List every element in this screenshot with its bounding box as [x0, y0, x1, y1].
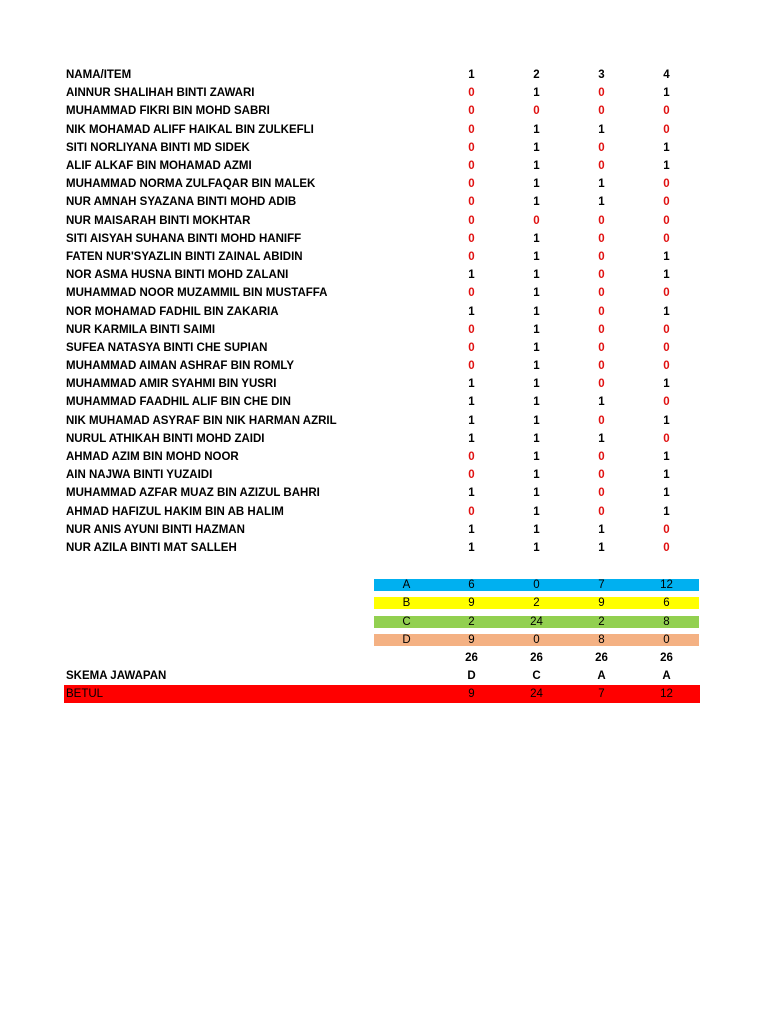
student-list [64, 84, 700, 557]
score-cell: 0 [663, 432, 670, 445]
option-count: 6 [439, 579, 504, 591]
score-cell: 0 [598, 360, 605, 373]
score-cell: 1 [533, 505, 540, 518]
score-cell: 0 [663, 287, 670, 300]
student-row [64, 193, 700, 211]
score-cell: 1 [533, 523, 540, 536]
score-cell: 1 [533, 178, 540, 191]
score-cell: 0 [598, 469, 605, 482]
score-cell: 1 [663, 141, 670, 154]
option-label: D [374, 634, 439, 646]
student-name: NUR AZILA BINTI MAT SALLEH [66, 541, 237, 554]
score-cell: 0 [598, 87, 605, 100]
header-item: 4 [663, 69, 670, 82]
option-count: 6 [634, 597, 699, 609]
skema-answer: A [597, 670, 606, 683]
student-name: NUR ANIS AYUNI BINTI HAZMAN [66, 523, 245, 536]
betul-count: 24 [530, 688, 543, 701]
score-cell: 1 [598, 196, 605, 209]
score-cell: 0 [598, 287, 605, 300]
score-cell: 0 [468, 141, 475, 154]
header-item: 2 [533, 69, 540, 82]
betul-row [64, 685, 700, 703]
student-name: NOR ASMA HUSNA BINTI MOHD ZALANI [66, 269, 289, 282]
option-count: 7 [569, 579, 634, 591]
score-cell: 0 [468, 123, 475, 136]
student-name: FATEN NUR'SYAZLIN BINTI ZAINAL ABIDIN [66, 250, 303, 263]
student-row [64, 466, 700, 484]
score-cell: 0 [468, 360, 475, 373]
student-row [64, 375, 700, 393]
score-cell: 1 [663, 305, 670, 318]
score-cell: 0 [533, 214, 540, 227]
score-cell: 1 [663, 451, 670, 464]
student-name: AHMAD AZIM BIN MOHD NOOR [66, 451, 239, 464]
score-cell: 0 [468, 87, 475, 100]
option-label: A [374, 579, 439, 591]
betul-label: BETUL [66, 688, 104, 701]
score-cell: 1 [533, 396, 540, 409]
option-count: 2 [439, 616, 504, 628]
student-row [64, 248, 700, 266]
score-cell: 0 [663, 541, 670, 554]
score-cell: 1 [468, 541, 475, 554]
score-cell: 1 [533, 323, 540, 336]
score-cell: 1 [663, 87, 670, 100]
student-row [64, 484, 700, 502]
score-cell: 0 [468, 214, 475, 227]
score-cell: 1 [663, 269, 670, 282]
score-cell: 0 [468, 196, 475, 209]
score-cell: 1 [663, 469, 670, 482]
student-name: MUHAMMAD FIKRI BIN MOHD SABRI [66, 105, 270, 118]
score-cell: 0 [533, 105, 540, 118]
totals-row [64, 649, 700, 667]
skema-label: SKEMA JAWAPAN [66, 670, 167, 683]
student-row [64, 430, 700, 448]
score-cell: 0 [468, 250, 475, 263]
score-cell: 0 [468, 160, 475, 173]
score-cell: 0 [598, 214, 605, 227]
score-sheet [64, 66, 700, 703]
header-name: NAMA/ITEM [66, 69, 132, 82]
score-cell: 1 [598, 541, 605, 554]
score-cell: 0 [663, 105, 670, 118]
score-cell: 1 [468, 487, 475, 500]
score-cell: 0 [468, 451, 475, 464]
score-cell: 1 [533, 123, 540, 136]
score-cell: 1 [598, 432, 605, 445]
student-name: MUHAMMAD NOOR MUZAMMIL BIN MUSTAFFA [66, 287, 328, 300]
summary-row-d [64, 631, 700, 649]
student-row [64, 412, 700, 430]
student-row [64, 521, 700, 539]
score-cell: 0 [468, 323, 475, 336]
score-cell: 0 [598, 250, 605, 263]
student-row [64, 284, 700, 302]
total-cell: 26 [465, 651, 478, 664]
student-row [64, 266, 700, 284]
student-name: MUHAMMAD FAADHIL ALIF BIN CHE DIN [66, 396, 291, 409]
option-count: 2 [569, 616, 634, 628]
score-cell: 0 [663, 196, 670, 209]
student-name: NIK MOHAMAD ALIFF HAIKAL BIN ZULKEFLI [66, 123, 314, 136]
student-row [64, 339, 700, 357]
score-cell: 1 [663, 378, 670, 391]
option-count: 0 [504, 579, 569, 591]
score-cell: 0 [598, 269, 605, 282]
option-count: 8 [634, 616, 699, 628]
score-cell: 1 [533, 432, 540, 445]
student-name: NURUL ATHIKAH BINTI MOHD ZAIDI [66, 432, 265, 445]
score-cell: 0 [598, 160, 605, 173]
score-cell: 0 [663, 341, 670, 354]
score-cell: 1 [533, 287, 540, 300]
total-cell: 26 [530, 651, 543, 664]
score-cell: 0 [468, 287, 475, 300]
student-name: ALIF ALKAF BIN MOHAMAD AZMI [66, 160, 252, 173]
score-cell: 1 [598, 523, 605, 536]
summary-row-c [64, 612, 700, 630]
score-cell: 0 [663, 214, 670, 227]
score-cell: 0 [468, 341, 475, 354]
score-cell: 1 [533, 378, 540, 391]
score-cell: 1 [533, 487, 540, 500]
score-cell: 0 [663, 396, 670, 409]
student-row [64, 503, 700, 521]
student-name: SITI NORLIYANA BINTI MD SIDEK [66, 141, 250, 154]
skema-answer: A [662, 670, 671, 683]
spacer [64, 557, 700, 576]
option-count: 8 [569, 634, 634, 646]
score-cell: 0 [663, 178, 670, 191]
student-row [64, 230, 700, 248]
betul-count: 9 [468, 688, 475, 701]
score-cell: 1 [468, 523, 475, 536]
total-cell: 26 [660, 651, 673, 664]
option-count: 9 [439, 597, 504, 609]
score-cell: 0 [598, 378, 605, 391]
option-label: B [374, 597, 439, 609]
student-name: NUR AMNAH SYAZANA BINTI MOHD ADIB [66, 196, 297, 209]
score-cell: 1 [468, 305, 475, 318]
score-cell: 1 [663, 414, 670, 427]
score-cell: 0 [598, 105, 605, 118]
summary-row-a [64, 576, 700, 594]
student-name: MUHAMMAD AMIR SYAHMI BIN YUSRI [66, 378, 277, 391]
score-cell: 0 [598, 414, 605, 427]
score-cell: 1 [663, 160, 670, 173]
score-cell: 0 [468, 469, 475, 482]
student-row [64, 157, 700, 175]
option-count: 24 [504, 616, 569, 628]
score-cell: 1 [533, 232, 540, 245]
student-name: SUFEA NATASYA BINTI CHE SUPIAN [66, 341, 268, 354]
score-cell: 0 [468, 105, 475, 118]
option-count: 9 [569, 597, 634, 609]
score-cell: 0 [598, 341, 605, 354]
student-name: NIK MUHAMAD ASYRAF BIN NIK HARMAN AZRIL [66, 414, 337, 427]
score-cell: 0 [598, 305, 605, 318]
summary-table [64, 576, 700, 649]
score-cell: 1 [533, 250, 540, 263]
score-cell: 1 [533, 541, 540, 554]
student-name: MUHAMMAD AZFAR MUAZ BIN AZIZUL BAHRI [66, 487, 320, 500]
score-cell: 0 [598, 323, 605, 336]
score-cell: 1 [533, 305, 540, 318]
score-cell: 0 [598, 451, 605, 464]
score-cell: 1 [533, 87, 540, 100]
student-name: MUHAMMAD AIMAN ASHRAF BIN ROMLY [66, 360, 295, 373]
score-cell: 0 [598, 487, 605, 500]
option-count: 9 [439, 634, 504, 646]
score-cell: 1 [533, 414, 540, 427]
option-count: 2 [504, 597, 569, 609]
score-cell: 1 [533, 196, 540, 209]
score-cell: 0 [598, 505, 605, 518]
student-name: NOR MOHAMAD FADHIL BIN ZAKARIA [66, 305, 279, 318]
score-cell: 0 [663, 232, 670, 245]
score-cell: 1 [663, 505, 670, 518]
student-row [64, 448, 700, 466]
option-count: 0 [504, 634, 569, 646]
student-row [64, 357, 700, 375]
score-cell: 0 [663, 123, 670, 136]
student-row [64, 302, 700, 320]
score-cell: 1 [468, 269, 475, 282]
score-cell: 1 [533, 160, 540, 173]
student-row [64, 321, 700, 339]
student-row [64, 539, 700, 557]
score-cell: 1 [533, 141, 540, 154]
betul-count: 12 [660, 688, 673, 701]
option-count: 12 [634, 579, 699, 591]
score-cell: 1 [663, 250, 670, 263]
score-cell: 1 [663, 487, 670, 500]
score-cell: 0 [598, 232, 605, 245]
score-cell: 1 [598, 123, 605, 136]
score-cell: 1 [533, 269, 540, 282]
option-label: C [374, 616, 439, 628]
student-row [64, 102, 700, 120]
score-cell: 0 [468, 505, 475, 518]
summary-row-b [64, 594, 700, 612]
student-row [64, 84, 700, 102]
student-row [64, 121, 700, 139]
header-item: 1 [468, 69, 475, 82]
score-cell: 0 [468, 232, 475, 245]
student-row [64, 139, 700, 157]
skema-answer: D [467, 670, 476, 683]
student-row [64, 175, 700, 193]
student-name: NUR MAISARAH BINTI MOKHTAR [66, 214, 251, 227]
score-cell: 1 [468, 432, 475, 445]
student-name: SITI AISYAH SUHANA BINTI MOHD HANIFF [66, 232, 302, 245]
score-cell: 1 [598, 396, 605, 409]
student-name: MUHAMMAD NORMA ZULFAQAR BIN MALEK [66, 178, 316, 191]
student-name: AINNUR SHALIHAH BINTI ZAWARI [66, 87, 255, 100]
student-name: AIN NAJWA BINTI YUZAIDI [66, 469, 213, 482]
score-cell: 0 [468, 178, 475, 191]
score-cell: 1 [533, 451, 540, 464]
score-cell: 1 [533, 341, 540, 354]
score-cell: 0 [663, 523, 670, 536]
betul-count: 7 [598, 688, 605, 701]
score-cell: 0 [598, 141, 605, 154]
score-cell: 1 [468, 414, 475, 427]
header-row [64, 66, 700, 84]
score-cell: 1 [468, 378, 475, 391]
total-cell: 26 [595, 651, 608, 664]
score-cell: 0 [663, 360, 670, 373]
score-cell: 1 [533, 469, 540, 482]
student-name: AHMAD HAFIZUL HAKIM BIN AB HALIM [66, 505, 284, 518]
score-cell: 0 [663, 323, 670, 336]
skema-answer: C [532, 670, 541, 683]
student-row [64, 393, 700, 411]
skema-row [64, 667, 700, 685]
score-cell: 1 [468, 396, 475, 409]
score-cell: 1 [533, 360, 540, 373]
option-count: 0 [634, 634, 699, 646]
student-row [64, 212, 700, 230]
score-cell: 1 [598, 178, 605, 191]
header-item: 3 [598, 69, 605, 82]
student-name: NUR KARMILA BINTI SAIMI [66, 323, 216, 336]
